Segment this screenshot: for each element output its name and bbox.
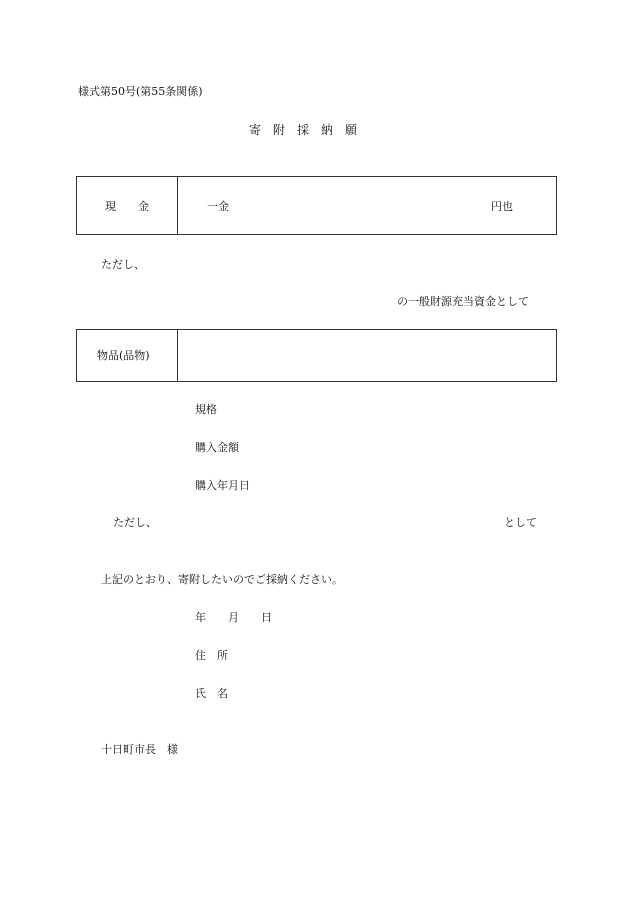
proviso-goods: ただし、: [113, 516, 157, 529]
proviso-cash: ただし、: [101, 258, 145, 271]
request-statement: 上記のとおり、寄附したいのでご採納ください。: [101, 573, 343, 586]
purchase-date-label: 購入年月日: [195, 479, 250, 492]
cash-box: [76, 176, 557, 235]
goods-purpose-suffix: として: [504, 516, 537, 529]
goods-box-divider: [177, 330, 178, 381]
address-label: 住 所: [195, 649, 228, 662]
name-label: 氏 名: [195, 687, 228, 700]
goods-label: 物品(品物): [97, 349, 150, 362]
date-line: 年 月 日: [195, 611, 272, 624]
purchase-amount-label: 購入金額: [195, 441, 239, 454]
goods-box: [76, 329, 557, 382]
cash-amount-suffix: 円也: [491, 200, 513, 213]
document-title: 寄 附 採 納 願: [249, 123, 358, 137]
cash-box-divider: [177, 177, 178, 234]
general-fund-purpose: の一般財源充当資金として: [397, 295, 529, 308]
cash-amount-prefix: 一金: [207, 200, 229, 213]
spec-label: 規格: [195, 403, 217, 416]
form-number: 様式第50号(第55条関係): [78, 85, 203, 98]
addressee: 十日町市長 様: [101, 743, 178, 756]
cash-label: 現 金: [105, 200, 149, 213]
